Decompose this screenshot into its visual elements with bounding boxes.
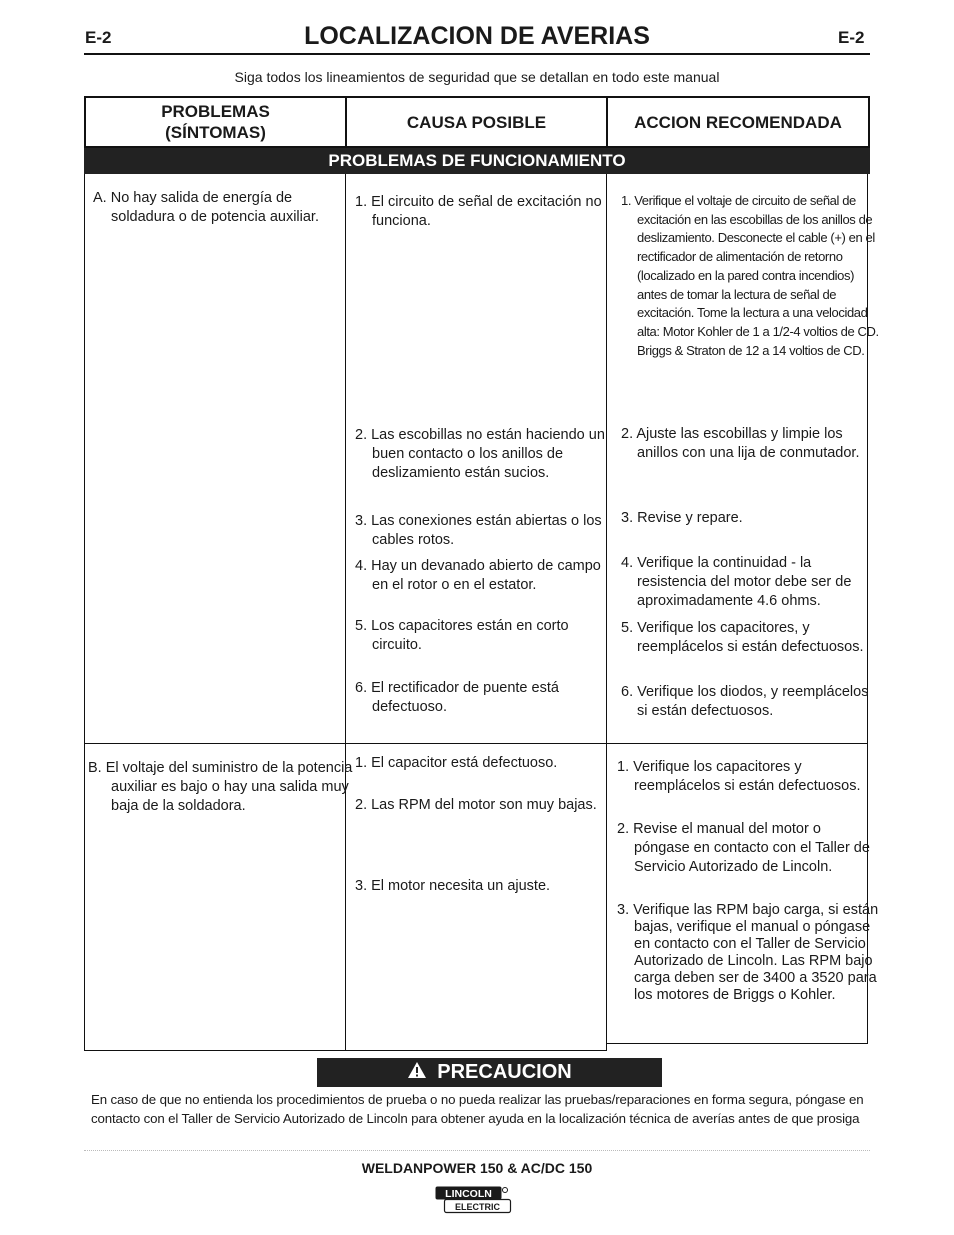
cause-a-3: 3. Las conexiones están abiertas o los cables rotos.	[355, 513, 602, 548]
logo-bottom-text: ELECTRIC	[455, 1202, 500, 1212]
logo-top-text: LINCOLN	[445, 1188, 492, 1200]
footer-separator	[84, 1150, 870, 1151]
column-header-action: ACCION RECOMENDADA	[606, 96, 870, 148]
page-code-left: E-2	[85, 28, 112, 47]
column-header-cause: CAUSA POSIBLE	[345, 96, 608, 148]
title-rule	[84, 53, 870, 55]
action-a-1: 1. Verifique el voltaje de circuito de señal de excitación en las escobillas de los anillos de deslizamiento. Desconecte el cable (+) en el rectificador de alimentación de retorno (localizado en la pared contra incendios) antes de tomar la lectura de señal de excitación. Tome la lectura a una velocidad alta: Motor Kohler de 1 a 1/2-4 voltios de CD. Briggs & Straton de 12 a 14 voltios de CD.	[621, 193, 879, 358]
action-a-2: 2. Ajuste las escobillas y limpie los anillos con una lija de conmutador.	[621, 426, 860, 461]
safety-note: Siga todos los lineamientos de seguridad que se detallan en todo este manual	[234, 69, 720, 85]
symptom-b: B. El voltaje del suministro de la potencia auxiliar es bajo o hay una salida muy baja de la soldadora.	[88, 760, 353, 814]
action-a-4: 4. Verifique la continuidad - la resistencia del motor debe ser de aproximadamente 4.6 ohms.	[621, 555, 852, 609]
warning-triangle-icon	[407, 1061, 437, 1085]
cause-a-5: 5. Los capacitores están en corto circuito.	[355, 618, 569, 653]
table-border-left	[84, 174, 85, 1051]
row-divider	[84, 743, 867, 744]
cause-a-4: 4. Hay un devanado abierto de campo en el rotor o en el estator.	[355, 558, 601, 593]
cause-a-6: 6. El rectificador de puente está defectuoso.	[355, 680, 559, 715]
caution-banner	[317, 1058, 662, 1087]
cause-a-1: 1. El circuito de señal de excitación no funciona.	[355, 194, 602, 229]
action-a-5: 5. Verifique los capacitores, y reemplácelos si están defectuosos.	[621, 620, 864, 655]
cause-b-2: 2. Las RPM del motor son muy bajas.	[355, 797, 597, 813]
action-b-3: 3. Verifique las RPM bajo carga, si están bajas, verifique el manual o póngase en contacto con el Taller de Servicio Autorizado de Lincoln. Las RPM bajo carga deben ser de 3400 a 3520 para los motores de Briggs o Kohler.	[617, 902, 879, 1003]
footer-model: WELDANPOWER 150 & AC/DC 150	[361, 1160, 593, 1176]
page-code-right: E-2	[838, 28, 865, 47]
table-bottom-right	[607, 1043, 868, 1044]
lincoln-electric-logo	[435, 1186, 512, 1214]
action-b-2: 2. Revise el manual del motor o póngase en contacto con el Taller de Servicio Autorizado de Lincoln.	[617, 821, 870, 875]
action-a-6: 6. Verifique los diodos, y reemplácelos si están defectuosos.	[621, 684, 869, 719]
cause-b-3: 3. El motor necesita un ajuste.	[355, 878, 551, 894]
table-divider-1	[345, 174, 346, 1051]
section-band: PROBLEMAS DE FUNCIONAMIENTO	[84, 148, 870, 174]
table-bottom-left	[84, 1050, 607, 1051]
table-divider-2	[606, 174, 607, 1051]
symptom-a: A. No hay salida de energía de soldadura o de potencia auxiliar.	[93, 190, 319, 225]
caution-text: En caso de que no entienda los procedimientos de prueba o no pueda realizar las pruebas/reparaciones en forma segura, póngase en contacto con el Taller de Servicio Autorizado de Lincoln para obtener ayuda en la localización técnica de averías antes de que prosiga	[91, 1092, 864, 1126]
cause-b-1: 1. El capacitor está defectuoso.	[355, 755, 558, 771]
caution-label: PRECAUCION	[437, 1061, 572, 1083]
action-b-1: 1. Verifique los capacitores y reemplácelos si están defectuosos.	[617, 759, 861, 794]
column-header-problems: PROBLEMAS (SÍNTOMAS)	[84, 96, 347, 148]
action-a-3: 3. Revise y repare.	[621, 510, 743, 526]
page-title: LOCALIZACION DE AVERIAS	[304, 22, 650, 50]
cause-a-2: 2. Las escobillas no están haciendo un buen contacto o los anillos de deslizamiento están sucios.	[355, 427, 605, 481]
